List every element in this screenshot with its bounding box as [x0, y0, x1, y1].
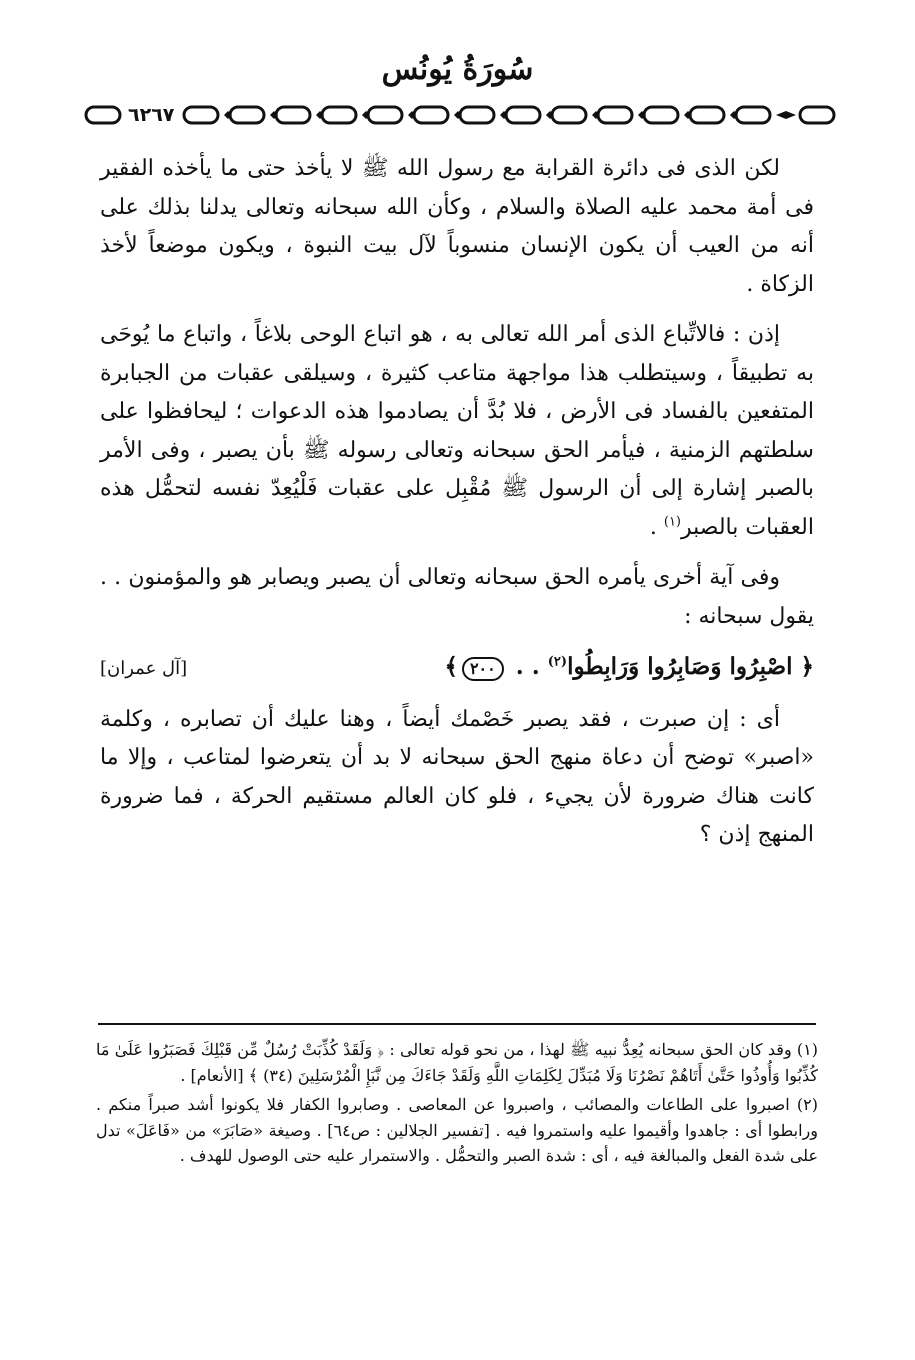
page-number: ٦٢٦٧ [122, 104, 180, 126]
footnote-2: (٢) اصبروا على الطاعات والمصائب ، واصبروا عن المعاصى . وصابروا الكفار فلا يكونوا أشد صبراً منكم . ورابطوا أى : جاهدوا وأقيموا عليه واستمروا فيه . [تفسير الجلالين : ص٦٤] . وصيغة «صَابَرَ» من «فَاعَلَ» تدل على شدة الفعل والمبالغة فيه ، أى : شدة الصبر والتحمُّل . والاستمرار عليه حتى الوصول للهدف . [96, 1095, 819, 1165]
footnote-divider [98, 1023, 816, 1025]
surah-title: سُورَةُ يُونُس [381, 52, 534, 87]
paragraph-2-text: إذن : فالاتِّباع الذى أمر الله تعالى به ، هو اتباع الوحى بلاغاً ، واتباع ما يُوحَى به تطبيقاً ، وسيتطلب هذا مواجهة متاعب كثيرة ، وسيلقى عقبات من الجبابرة المتفعين بالفساد فى الأرض ، فلا بُدَّ أن يصادموا هذه الدعوات ؛ ليحافظوا على سلطتهم الزمنية ، فيأمر الحق سبحانه وتعالى رسوله ﷺ بأن يصبر ، وفى الأمر بالصبر إشارة إلى أن الرسول ﷺ مُقْبِل على عقبات فَلْيُعِدّ نفسه لتحمُّل هذه العقبات بالصبر [100, 322, 814, 540]
quran-verse-row [100, 648, 814, 689]
paragraph-1: لكن الذى فى دائرة القرابة مع رسول الله ﷺ لا يأخذ حتى ما يأخذه الفقير فى أمة محمد عليه الصلاة والسلام ، وكأن الله سبحانه وتعالى يدلنا بذلك على أنه من العيب أن يكون الإنسان منسوباً لآل بيت النبوة ، ويكون موضعاً لأخذ الزكاة . [100, 156, 814, 297]
footnote-1: (١) وقد كان الحق سبحانه يُعِدُّ نبيه ﷺ لهذا ، من نحو قوله تعالى : ﴿ وَلَقَدْ كُذِّبَتْ رُسُلٌ مِّن قَبْلِكَ فَصَبَرُوا عَلَىٰ مَا كُذِّبُوا وَأُوذُوا حَتَّىٰ أَتَاهُمْ نَصْرُنَا وَلَا مُبَدِّلَ لِكَلِمَاتِ اللَّهِ وَلَقَدْ جَاءَكَ مِن نَّبَإِ الْمُرْسَلِينَ (٣٤) ﴾ [الأنعام] . [96, 1040, 818, 1085]
ornamental-border [84, 100, 838, 130]
verse-text: ﴿ اصْبِرُوا وَصَابِرُوا وَرَابِطُوا [567, 653, 814, 680]
footnotes [96, 1037, 818, 1173]
quran-verse [444, 648, 814, 687]
verse-close-bracket: ﴾ [444, 653, 458, 680]
verse-dots: . . [515, 653, 548, 680]
verse-source: [آل عمران] [100, 658, 188, 679]
paragraph-2-end: . [649, 514, 664, 540]
ayah-number-badge: ٢٠٠ [462, 657, 504, 681]
footnote-ref-2[interactable]: (٢) [547, 654, 568, 670]
paragraph-4: أى : إن صبرت ، فقد يصبر خَصْمك أيضاً ، وهنا عليك أن تصابره ، وكلمة «اصبر» توضح أن دعاة منهج الحق سبحانه لا بد أن يتعرضوا لمتاعب ، وإلا ما كانت هناك ضرورة لأن يجيء ، فلو كان العالم مستقيم الحركة ، فما ضرورة المنهج إذن ؟ [100, 706, 814, 847]
paragraph-3: وفى آية أخرى يأمره الحق سبحانه وتعالى أن يصبر ويصابر هو والمؤمنون . . يقول سبحانه : [100, 565, 814, 629]
paragraph-2 [100, 316, 814, 547]
main-text [100, 150, 814, 867]
footnote-ref-1[interactable]: (١) [663, 514, 681, 530]
